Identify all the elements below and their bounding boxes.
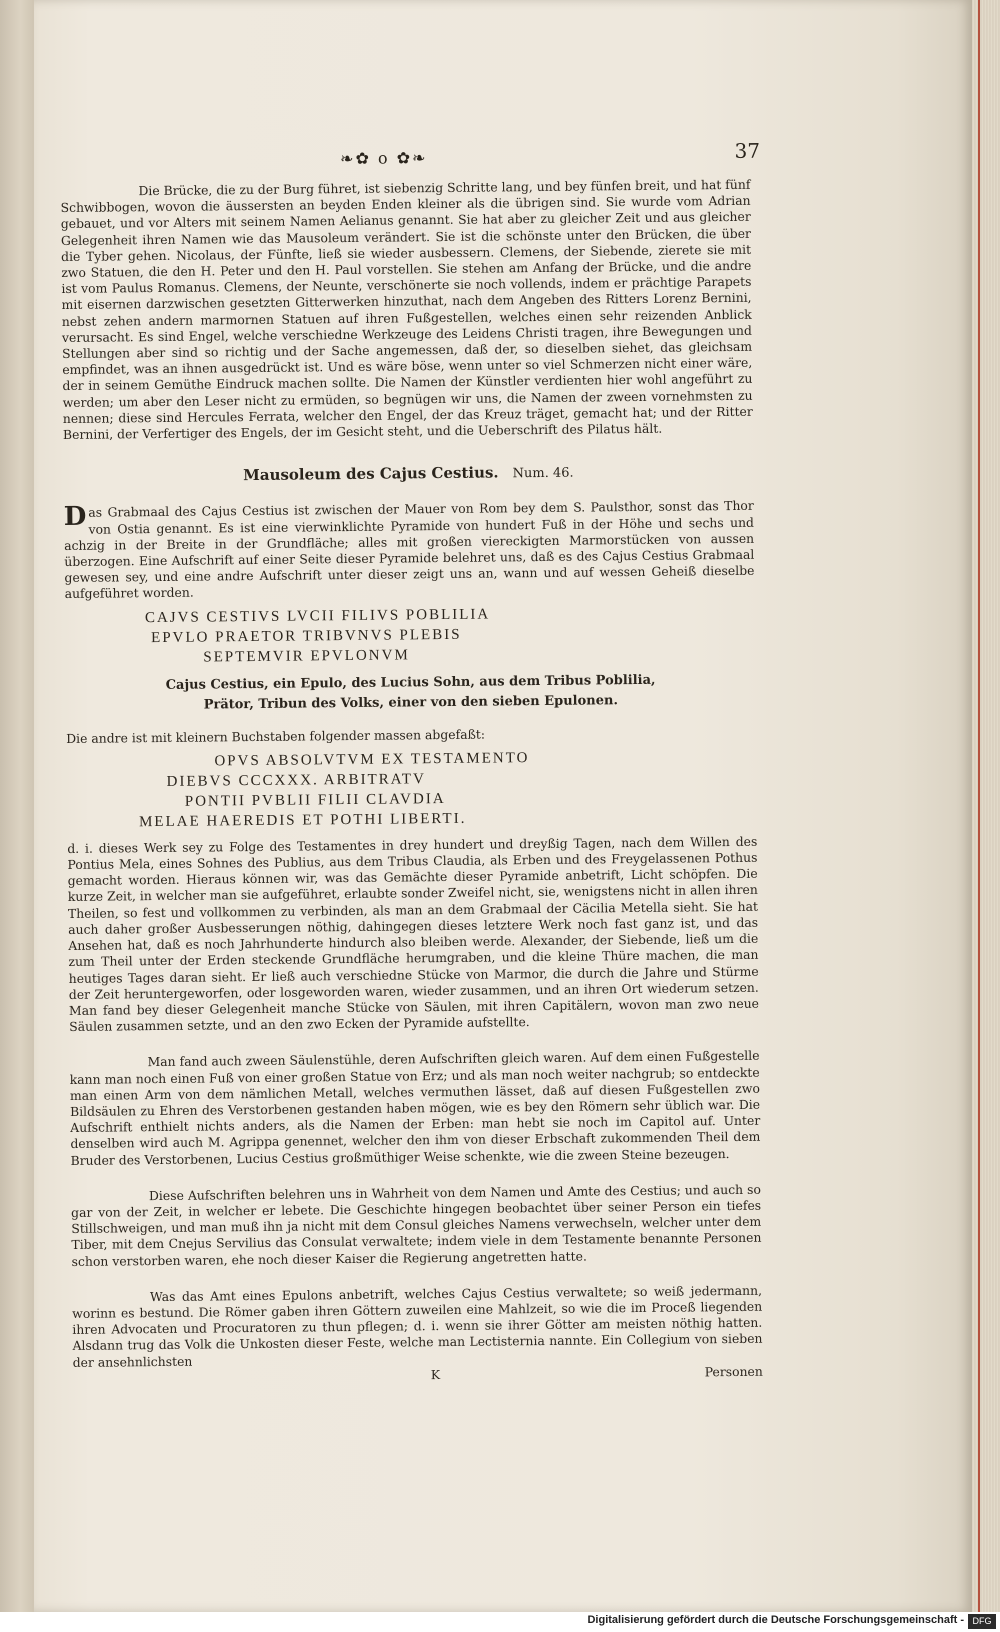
paragraph-grabmaal-text: as Grabmaal des Cajus Cestius ist zwischen der Mauer von Rom bey dem S. Paulsthor, sonst das Thor von Ostia genannt. Es ist eine vierwinklichte Pyramide von hundert Fuß in der Höhe und sechs und achzig in der Breite in der Grundfläche; alles mit großen viereckigten Marmorstücken von aussen überzogen. Eine Aufschrift auf einer Seite dieser Pyramide belehret uns, daß es des Cajus Cestius Grabmaal gewesen sey, und eine andre Aufschrift unter dieser zeigt uns an, wann und auf wessen Geheiß dieselbe aufgeführet worden. bbox=[64, 498, 755, 602]
page-content bbox=[60, 138, 763, 1389]
book-spine bbox=[0, 0, 35, 1632]
section-title: Mausoleum des Cajus Cestius. bbox=[243, 463, 499, 485]
inscription-line: EPVLO PRAETOR TRIBVNVS PLEBIS bbox=[151, 626, 462, 646]
inscription-line: OPVS ABSOLVTVM EX TESTAMENTO bbox=[214, 749, 530, 770]
translation-line: Prätor, Tribun des Volks, einer von den sieben Epulonen. bbox=[203, 692, 619, 713]
paragraph-saeulenstuehle: Man fand auch zween Säulenstühle, deren Aufschriften gleich waren. Auf dem einen Fußgestelle kann man noch einen Fuß von einer großen Statue von Erz; und als man noch weiter nachgrub; so entdeckte man einen Arm von dem nämlichen Metall, welches vermuthen lässet, daß auf diesen Fußgestellen zwo Bildsäulen zu Ehren des Verstorbenen gestanden haben mögen, wie es bey den Römern sehr üblich war. Die Aufschrift enthielt nichts anders, als die Namen der Erben: man hebt sie noch im Capitol auf. Unter denselben wird auch M. Agrippa genennet, welcher den ihm von dieser Erbschaft zukommenden Theil dem Bruder des Verstorbenen, Lucius Cestius großmüthiger Weise schenkte, wie die zween Steine bezeugen. bbox=[69, 1048, 761, 1168]
digitization-footer bbox=[0, 1612, 1000, 1632]
signature-mark: K bbox=[430, 1366, 441, 1382]
paragraph-aufschriften: Diese Aufschriften belehren uns in Wahrheit von dem Namen und Amte des Cestius; und auch so gar von der Zeit, in welcher er lebete. Die Geschichte hingegen beobachtet über seiner Person ein tiefes Stillschweigen, und man muß ihn ja nicht mit dem Consul gleiches Namens verwechseln, welcher unter dem Tiber, mit dem Cnejus Servilius das Consulat verwaltete; indem viele in dem Testamente benannte Personen schon verstorben waren, ehe noch dieser Kaiser die Regierung angetretten hatte. bbox=[71, 1181, 762, 1269]
bookmark-ribbon bbox=[978, 0, 980, 1612]
translation-line: Cajus Cestius, ein Epulo, des Lucius Sohn, aus dem Tribus Poblilia, bbox=[165, 672, 656, 693]
paragraph-bridge: Die Brücke, die zu der Burg führet, ist siebenzig Schritte lang, und bey fünfen breit, und hat fünf Schwibbogen, wovon die äussersten an beyden Enden kleiner als die übrigen sind. Sie wurde vom Adrian gebauet, und vor Alters mit seinem Namen Aelianus genannt. Sie hat aber zu gleicher Zeit und aus gleicher Gelegenheit ihren Namen wie das Mausoleum verändert. Sie ist die schönste unter den Brücken, die über die Tyber gehen. Nicolaus, der Fünfte, ließ sie wieder ausbessern. Clemens, der Siebende, zierete sie mit zwo Statuen, die den H. Peter und den H. Paul vorstellen. Sie stehen am Anfang der Brücke, und die andre ist vom Paulus Romanus. Clemens, der Neunte, verschönerte sie noch vollends, indem er prächtige Parapets mit eisernen darzwischen gesetzten Gitterwerken hinzuthat, nach dem Angeben des Ritters Lorenz Bernini, nebst zehen andern marmornen Statuen auf ihren Fußgestellen, welches einen sehr reizenden Anblick verursacht. Es sind Engel, welche verschiedne Werkzeuge des Leidens Christi tragen, ihre Bewegungen und Stellungen aber sind so richtig und der Sache angemessen, daß der, so dieselben siehet, das gleichsam empfindet, was an ihnen ausgedrückt ist. Und es wäre böse, wenn unter so viel Schmerzen nicht einer wäre, der in seinem Gemüthe Eindruck machen sollte. Die Namen der Künstler verdienten hier wohl angeführt zu werden; um aber den Leser nicht zu ermüden, so begnügen wir uns, die Namen der zween vornehmsten zu nennen; diese sind Hercules Ferrata, welcher den Engel, der das Kreuz träget, gemacht hat; und der Ritter Bernini, der Verfertiger des Engels, der im Gesicht steht, und die Ueberschrift des Pilatus hält. bbox=[60, 176, 753, 443]
section-heading bbox=[63, 462, 753, 487]
inscription-line: SEPTEMVIR EPVLONVM bbox=[203, 647, 410, 666]
page-edges bbox=[972, 0, 1000, 1612]
catchword: Personen bbox=[704, 1363, 763, 1380]
paragraph-epulon: Was das Amt eines Epulons anbetrift, welches Cajus Cestius verwaltete; so weiß jedermann, worinn es bestund. Die Römer gaben ihren Göttern zuweilen eine Mahlzeit, so wie die im Proceß liegenden ihren Advocaten und Procuratoren zu thun pflegen; d. i. wenn sie ihrer Götter am meisten nöthig hatten. Alsdann trug das Volk die Unkosten dieser Feste, welche man Lectisternia nannte. Ein Collegium von sieben der ansehnlichsten bbox=[72, 1282, 763, 1370]
paragraph-testament: d. i. dieses Werk sey zu Folge des Testamentes in drey hundert und dreyßig Tagen, nach dem Willen des Pontius Mela, eines Sohnes des Publius, aus dem Tribus Claudia, als Erben und des Freygelassenen Pothus gemacht worden. Hieraus können wir, was das Gemächte dieser Pyramide anbetrift, Licht schöpfen. Die kurze Zeit, in welcher man sie aufgeführet, erlaubte sonder Zweifel nicht, sie, wenigstens nicht in allen ihren Theilen, so fest und vollkommen zu verbinden, als man an dem Grabmaal der Cäcilia Metella sieht. Sie hat auch daher großer Ausbesserungen nöthig, dahingegen dieses letztere Werk noch fast ganz ist, und das Ansehen hat, daß es noch Jahrhunderte hindurch also bleiben werde. Alexander, der Siebende, ließ um die zum Theil unter der Erden steckende Grundfläche herumgraben, und die kleine Thüre machen, die man heutiges Tages daran sieht. Er ließ auch verschiedne Stücke von Marmor, die durch die Jahre und Stürme der Zeit heruntergeworfen, oder losgeworden waren, wieder zusammen, und an ihren Ort wiederum setzen. Man fand bey dieser Gelegenheit manche Stücke von Säulen, mit ihren Capitälern, wovon man zwo neue Säulen zusammen setzte, und an den zwo Ecken der Pyramide aufstellte. bbox=[67, 833, 760, 1035]
inscription-line: PONTII PVBLII FILII CLAVDIA bbox=[184, 790, 446, 810]
paragraph-grabmaal bbox=[64, 498, 755, 602]
section-number: Num. 46. bbox=[512, 465, 574, 482]
dfg-logo: DFG bbox=[968, 1614, 996, 1629]
page-number: 37 bbox=[734, 138, 761, 163]
drop-cap: D bbox=[63, 502, 87, 533]
paragraph-second-inscription-intro: Die andre ist mit kleinern Buchstaben folgender massen abgefaßt: bbox=[66, 726, 486, 746]
footer-credit: Digitalisierung gefördert durch die Deutsche Forschungsgemeinschaft - bbox=[587, 1614, 964, 1626]
inscription-translation bbox=[66, 669, 756, 716]
page-header bbox=[60, 138, 761, 178]
inscription-line: DIEBVS CCCXXX. ARBITRATV bbox=[166, 771, 426, 790]
inscription-first bbox=[65, 601, 756, 668]
header-ornament: ❧✿ o ✿❧ bbox=[340, 148, 428, 169]
inscription-line: CAJVS CESTIVS LVCII FILIVS POBLILIA bbox=[144, 606, 491, 626]
inscription-line: MELAE HAEREDIS ET POTHI LIBERTI. bbox=[138, 810, 467, 831]
inscription-second bbox=[66, 746, 757, 833]
